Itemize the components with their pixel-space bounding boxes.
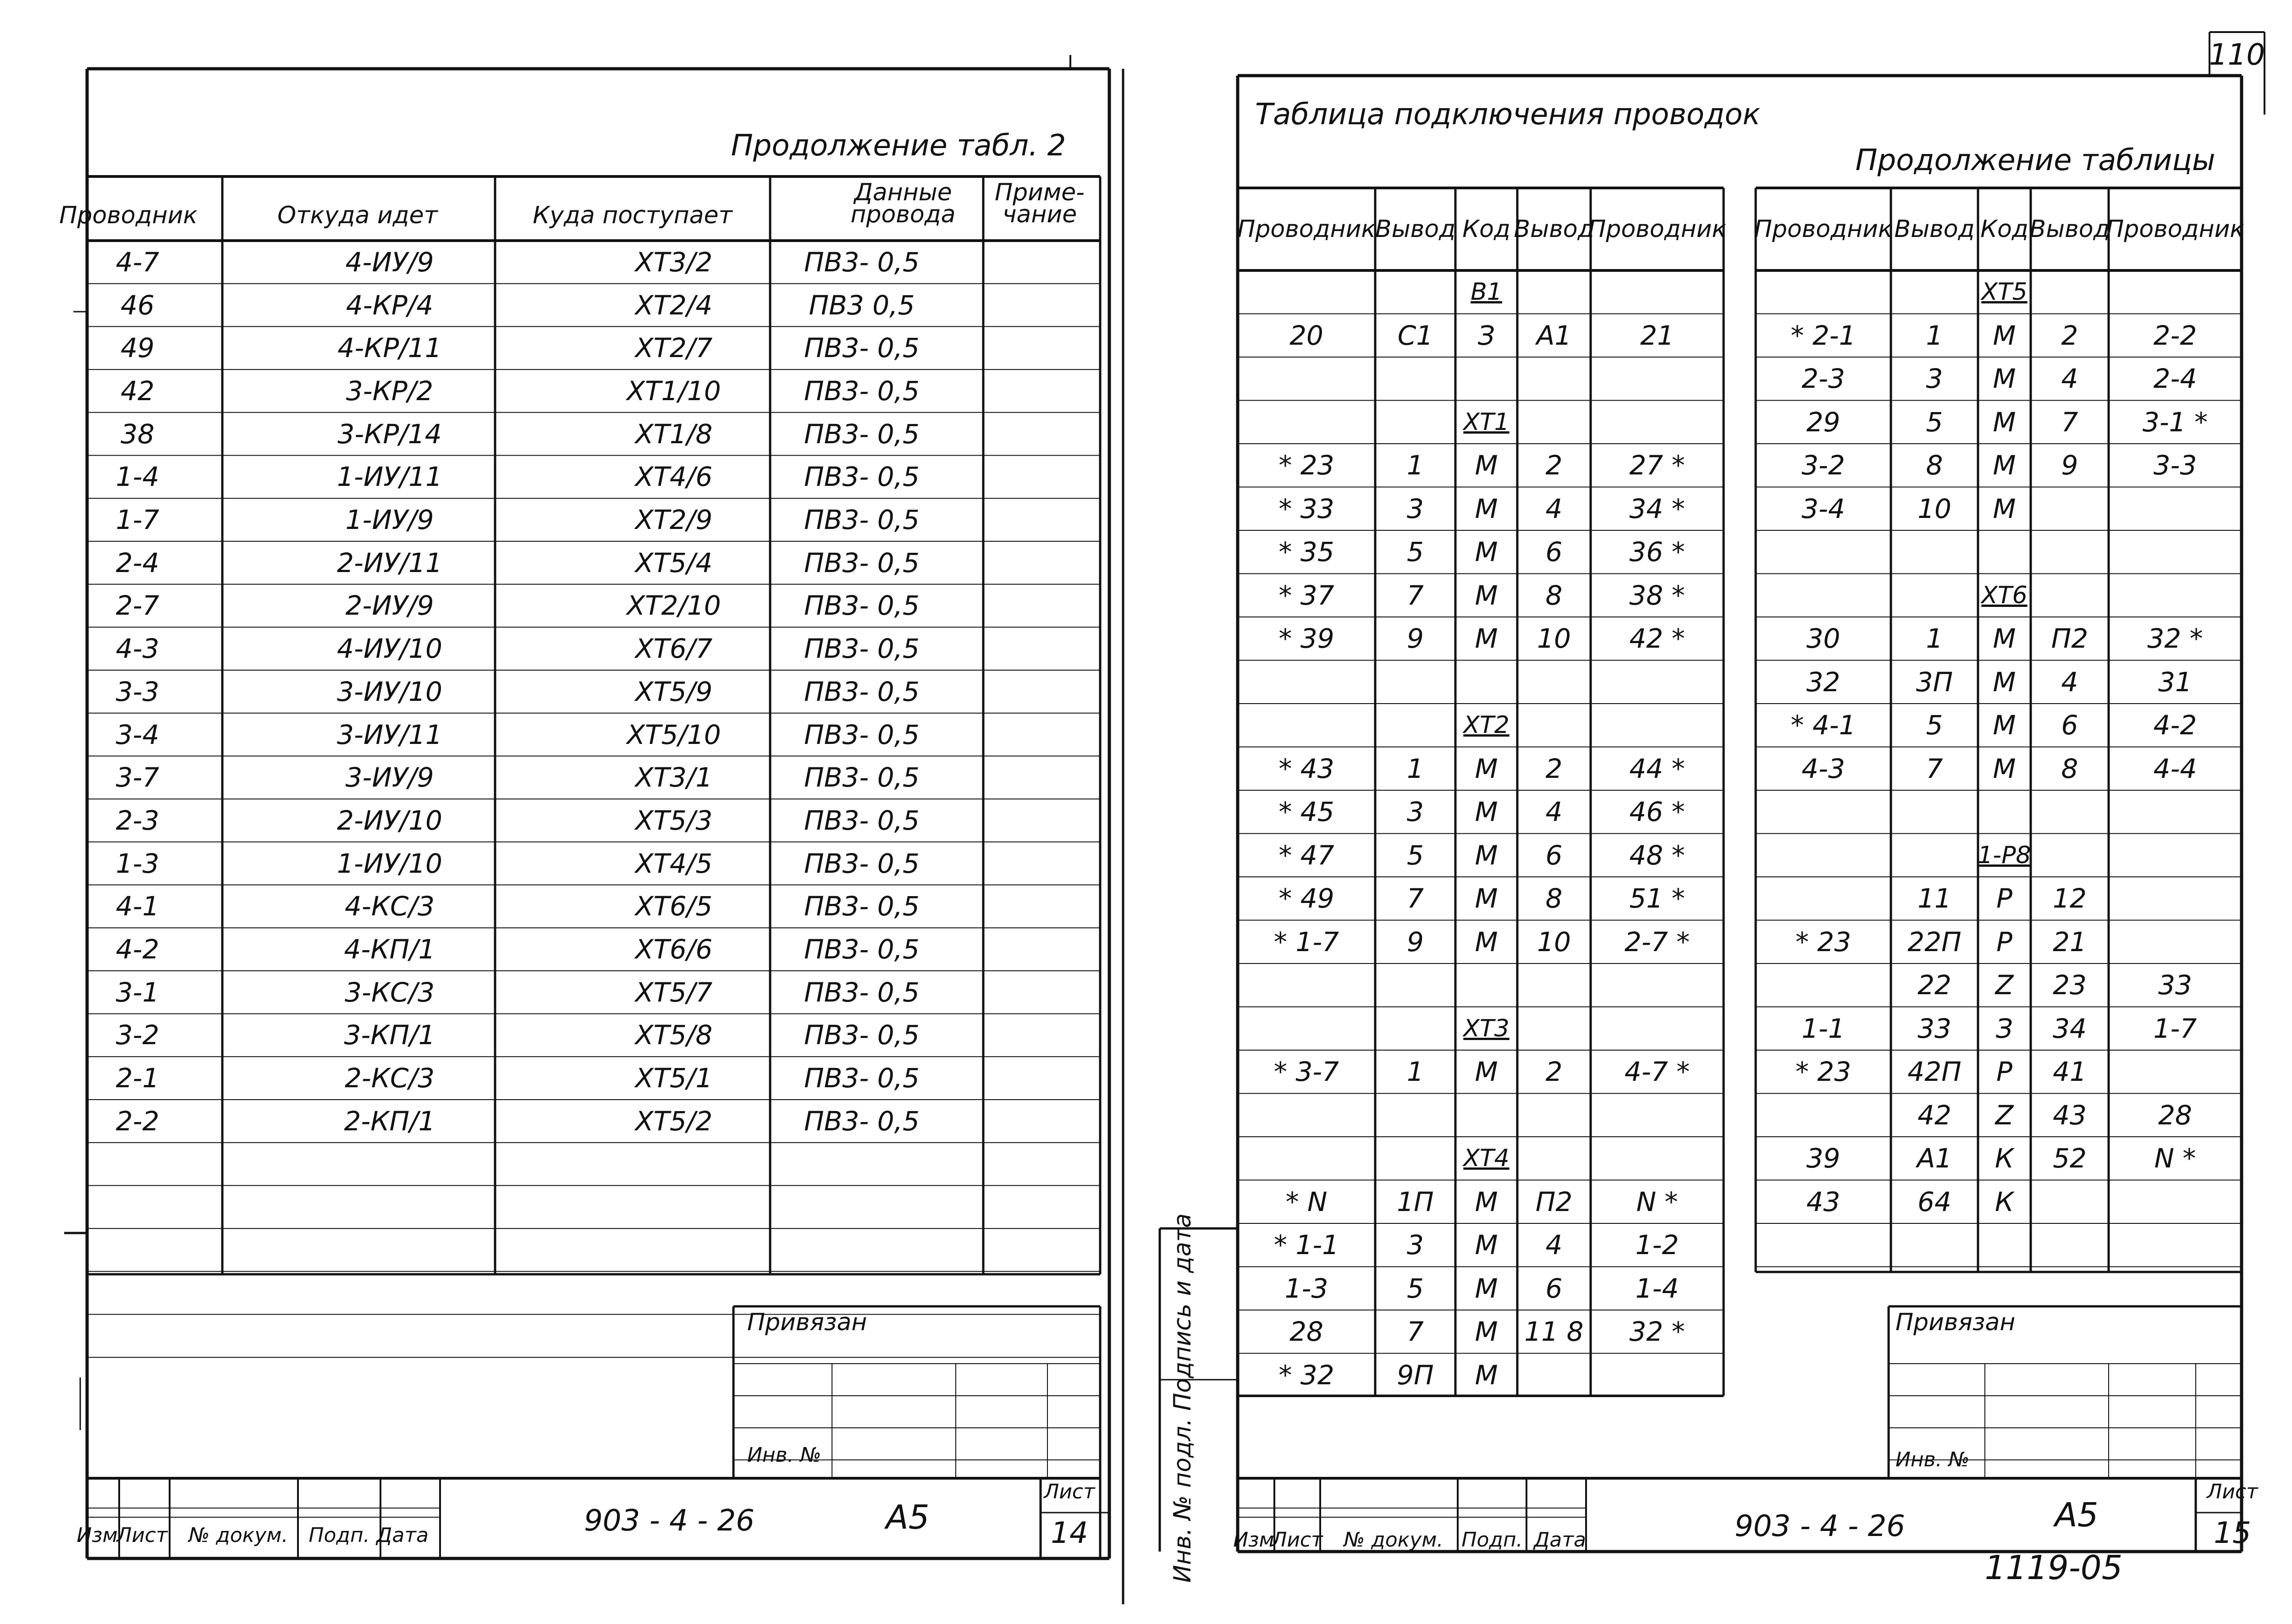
left-row-from: 3-ИУ/11 <box>337 719 442 750</box>
left-row-from: 1-ИУ/10 <box>337 848 442 879</box>
right-row-conductor-2: 2-7 * <box>1624 926 1690 958</box>
right-row-conductor-2: N * <box>1636 1186 1678 1217</box>
left-continuation-title: Продолжение табл. 2 <box>731 129 1066 163</box>
right-row-output-2: 4 <box>2061 363 2078 395</box>
left-designation: 903 - 4 - 26 <box>584 1504 755 1538</box>
right-row-conductor-2: 42 * <box>1629 623 1685 655</box>
left-row-from: 4-ИУ/9 <box>345 246 434 278</box>
left-row-from: 2-КС/3 <box>345 1062 435 1094</box>
right-row-output-1: 3 <box>1407 1229 1424 1261</box>
right-row-code: М <box>1993 450 2016 481</box>
right-row-output-1: 11 <box>1917 883 1951 914</box>
left-header-from: Откуда идет <box>277 202 438 229</box>
right-row-code: К <box>1994 1186 2014 1217</box>
left-row-to: ХТ5/3 <box>635 804 713 836</box>
left-row-from: 3-КС/3 <box>345 976 435 1008</box>
right-row-code: М <box>1475 1359 1498 1391</box>
left-row-from: 3-КР/2 <box>346 375 434 407</box>
right-row-output-2: 11 8 <box>1524 1316 1584 1348</box>
right-row-conductor-1: 3-2 <box>1802 450 1845 481</box>
right-row-conductor-2: 44 * <box>1629 753 1685 784</box>
right-header-cell: Вывод <box>2029 215 2110 243</box>
right-row-output-1: 3 <box>1926 363 1943 395</box>
right-row-output-1: С1 <box>1397 319 1433 351</box>
right-row-output-1: 1П <box>1397 1186 1434 1217</box>
left-row-conductor: 4-2 <box>116 934 160 965</box>
left-row-from: 4-ИУ/10 <box>337 633 442 665</box>
right-row-output-2: 10 <box>1537 623 1571 655</box>
right-row-conductor-1: 3-4 <box>1802 493 1845 524</box>
right-row-conductor-1: * 49 <box>1278 883 1334 914</box>
right-row-conductor-1: * 47 <box>1278 839 1334 871</box>
right-row-code: М <box>1475 883 1498 914</box>
left-row-conductor: 2-4 <box>116 547 160 578</box>
right-row-output-1: 3 <box>1407 493 1424 524</box>
right-row-output-1: 5 <box>1926 710 1943 741</box>
right-row-code: М <box>1993 623 2016 655</box>
right-row-output-1: 33 <box>1917 1013 1951 1044</box>
right-group-label: ХТ4 <box>1463 1145 1510 1173</box>
left-row-conductor: 2-2 <box>116 1105 160 1137</box>
left-header-wire-2: провода <box>850 201 956 228</box>
right-row-conductor-1: * 33 <box>1278 493 1334 524</box>
right-row-code: М <box>1475 1186 1498 1217</box>
right-row-conductor-1: * 4-1 <box>1791 710 1856 741</box>
right-header-cell: Вывод <box>1894 215 1975 243</box>
right-row-output-2: П2 <box>1535 1186 1573 1217</box>
left-row-wire: ПВ3- 0,5 <box>804 891 920 922</box>
right-row-conductor-1: 20 <box>1289 319 1323 351</box>
right-header-cell: Проводник <box>2106 215 2244 243</box>
left-row-wire: ПВ3- 0,5 <box>804 676 920 707</box>
left-row-from: 3-ИУ/9 <box>345 762 434 793</box>
left-row-from: 4-КП/1 <box>344 934 435 965</box>
left-header-note-1: Приме- <box>995 179 1085 206</box>
right-row-code: М <box>1993 666 2016 698</box>
right-col-date: Дата <box>1534 1528 1586 1552</box>
right-col-change: Изм <box>1233 1528 1274 1552</box>
right-row-conductor-2: 27 * <box>1629 450 1685 481</box>
right-header-cell: Код <box>1462 215 1510 243</box>
right-row-conductor-2: 32 * <box>1629 1316 1685 1348</box>
right-row-code: М <box>1475 1316 1498 1348</box>
right-row-conductor-2: 48 * <box>1629 839 1685 871</box>
right-row-output-1: 7 <box>1407 1316 1424 1348</box>
left-row-to: ХТ6/6 <box>635 934 713 965</box>
left-row-wire: ПВ3- 0,5 <box>804 590 920 622</box>
right-row-conductor-1: * 32 <box>1278 1359 1334 1391</box>
right-row-output-2: 10 <box>1537 926 1571 958</box>
right-sheet-number: 15 <box>2214 1516 2251 1550</box>
right-inv-label: Инв. № <box>1895 1448 1970 1471</box>
right-row-output-2: 2 <box>1545 1056 1563 1088</box>
right-row-output-1: 1 <box>1407 450 1424 481</box>
right-row-output-1: 9 <box>1407 926 1424 958</box>
right-row-code: Z <box>1995 1099 2014 1131</box>
right-row-output-2: 2 <box>1545 753 1563 784</box>
right-row-conductor-1: * 39 <box>1278 623 1334 655</box>
right-row-conductor-2: 4-4 <box>2153 753 2197 784</box>
right-row-conductor-1: * 37 <box>1278 579 1334 611</box>
right-row-conductor-1: * 43 <box>1278 753 1334 784</box>
left-row-wire: ПВ3- 0,5 <box>804 848 920 879</box>
right-row-output-1: 7 <box>1407 883 1424 914</box>
left-row-wire: ПВ3- 0,5 <box>804 762 920 793</box>
right-row-conductor-2: 51 * <box>1629 883 1685 914</box>
left-row-conductor: 49 <box>121 332 154 364</box>
right-group-label: ХТ6 <box>1981 581 2028 609</box>
right-row-output-1: 8 <box>1926 450 1943 481</box>
left-row-wire: ПВ3- 0,5 <box>804 976 920 1008</box>
right-row-code: М <box>1475 536 1498 568</box>
right-row-code: З <box>1995 1013 2013 1044</box>
left-row-from: 1-ИУ/11 <box>337 461 442 493</box>
right-row-code: М <box>1475 839 1498 871</box>
right-row-conductor-2: 31 <box>2158 666 2192 698</box>
left-row-to: ХТ5/1 <box>635 1062 713 1094</box>
right-row-output-2: 4 <box>1545 1229 1563 1261</box>
right-row-output-2: 12 <box>2053 883 2087 914</box>
right-row-output-2: 9 <box>2061 450 2078 481</box>
left-row-to: ХТ2/10 <box>627 590 721 622</box>
left-row-to: ХТ2/9 <box>635 504 713 536</box>
right-row-output-2: П2 <box>2051 623 2088 655</box>
right-row-conductor-2: 36 * <box>1629 536 1685 568</box>
right-row-output-2: 4 <box>2061 666 2078 698</box>
right-header-cell: Проводник <box>1754 215 1893 243</box>
right-row-conductor-1: 1-1 <box>1802 1013 1845 1044</box>
right-row-conductor-1: * 23 <box>1795 1056 1851 1088</box>
left-header-conductor: Проводник <box>59 202 198 229</box>
left-row-from: 4-КС/3 <box>345 891 435 922</box>
left-row-wire: ПВ3- 0,5 <box>804 719 920 750</box>
right-row-conductor-2: 1-4 <box>1635 1272 1679 1304</box>
right-row-output-1: 3П <box>1916 666 1953 698</box>
left-row-wire: ПВ3- 0,5 <box>804 246 920 278</box>
left-row-conductor: 3-3 <box>116 676 160 707</box>
right-row-output-2: 6 <box>1545 536 1563 568</box>
right-row-output-2: А1 <box>1536 319 1572 351</box>
right-row-code: М <box>1475 579 1498 611</box>
right-row-code: З <box>1477 319 1495 351</box>
right-row-output-2: 4 <box>1545 493 1563 524</box>
right-row-conductor-1: * 35 <box>1278 536 1334 568</box>
right-row-conductor-1: 30 <box>1806 623 1840 655</box>
right-row-conductor-1: 28 <box>1289 1316 1323 1348</box>
right-row-conductor-1: * 45 <box>1278 796 1334 828</box>
left-row-to: ХТ5/4 <box>635 547 713 578</box>
left-row-to: ХТ2/4 <box>635 289 713 321</box>
left-row-conductor: 2-1 <box>116 1062 160 1094</box>
right-row-code: М <box>1475 1056 1498 1088</box>
right-row-conductor-1: * N <box>1285 1186 1328 1217</box>
right-row-output-2: 52 <box>2053 1143 2087 1174</box>
left-row-from: 3-КП/1 <box>344 1019 435 1051</box>
right-row-output-1: 42П <box>1907 1056 1961 1088</box>
right-row-output-1: 64 <box>1917 1186 1951 1217</box>
right-row-conductor-2: 38 * <box>1629 579 1685 611</box>
left-row-to: ХТ5/2 <box>635 1105 713 1137</box>
left-row-to: ХТ5/9 <box>635 676 713 707</box>
right-row-output-1: 7 <box>1407 579 1424 611</box>
left-row-to: ХТ5/7 <box>635 976 713 1008</box>
left-row-conductor: 4-1 <box>116 891 160 922</box>
right-header-cell: Проводник <box>1588 215 1726 243</box>
right-row-output-2: 23 <box>2053 969 2087 1001</box>
right-row-output-1: 42 <box>1917 1099 1951 1131</box>
left-row-wire: ПВ3- 0,5 <box>804 332 920 364</box>
right-row-conductor-1: * 2-1 <box>1791 319 1856 351</box>
right-header-cell: Код <box>1980 215 2028 243</box>
archive-stamp-number: 1119-05 <box>1984 1548 2123 1587</box>
left-row-wire: ПВ3- 0,5 <box>804 504 920 536</box>
right-header-cell: Вывод <box>1514 215 1594 243</box>
corner-sheet-number: 110 <box>2209 38 2265 72</box>
right-group-label: ХТ3 <box>1463 1014 1510 1042</box>
right-row-output-2: 8 <box>1545 883 1563 914</box>
right-row-conductor-1: 32 <box>1806 666 1840 698</box>
left-row-conductor: 1-7 <box>116 504 160 536</box>
left-row-to: ХТ3/1 <box>635 762 713 793</box>
right-row-code: М <box>1475 1229 1498 1261</box>
left-row-wire: ПВ3- 0,5 <box>804 547 920 578</box>
right-row-conductor-2: 32 * <box>2147 623 2203 655</box>
right-col-sheet: Лист <box>1272 1528 1323 1552</box>
left-row-to: ХТ6/5 <box>635 891 713 922</box>
left-row-conductor: 3-4 <box>116 719 160 750</box>
right-row-output-1: 9 <box>1407 623 1424 655</box>
right-row-code: М <box>1475 753 1498 784</box>
left-header-wire-1: Данные <box>854 179 952 206</box>
left-row-wire: ПВ3- 0,5 <box>804 1105 920 1137</box>
left-row-to: ХТ6/7 <box>635 633 713 665</box>
right-row-code: М <box>1475 450 1498 481</box>
right-row-code: М <box>1993 363 2016 395</box>
left-row-conductor: 4-3 <box>116 633 160 665</box>
right-bound-label: Привязан <box>1895 1309 2016 1336</box>
right-row-conductor-1: 4-3 <box>1802 753 1845 784</box>
right-group-label: 1-Р8 <box>1978 841 2031 869</box>
right-row-output-1: 1 <box>1407 1056 1424 1088</box>
left-row-conductor: 38 <box>121 418 154 450</box>
right-row-conductor-2: 33 <box>2158 969 2192 1001</box>
left-row-wire: ПВ3- 0,5 <box>804 418 920 450</box>
right-row-code: Z <box>1995 969 2014 1001</box>
right-row-output-2: 21 <box>2053 926 2087 958</box>
right-col-doc: № докум. <box>1344 1528 1444 1552</box>
left-row-from: 4-КР/4 <box>346 289 434 321</box>
left-row-conductor: 46 <box>121 289 154 321</box>
right-row-code: М <box>1475 1272 1498 1304</box>
right-row-output-1: 1 <box>1926 623 1943 655</box>
right-group-label: ХТ2 <box>1463 711 1510 739</box>
left-row-conductor: 3-2 <box>116 1019 160 1051</box>
right-code: А5 <box>2055 1496 2099 1534</box>
right-row-conductor-1: * 1-1 <box>1273 1229 1339 1261</box>
right-group-label: ХТ1 <box>1463 408 1510 436</box>
right-row-output-2: 7 <box>2061 406 2078 438</box>
left-sheet-label: Лист <box>1044 1480 1095 1503</box>
right-row-code: М <box>1475 926 1498 958</box>
left-row-to: ХТ2/7 <box>635 332 713 364</box>
right-row-conductor-2: 21 <box>1640 319 1674 351</box>
left-bound-label: Привязан <box>747 1309 867 1336</box>
right-row-code: М <box>1993 753 2016 784</box>
right-row-output-2: 41 <box>2053 1056 2087 1088</box>
right-row-conductor-1: * 23 <box>1278 450 1334 481</box>
left-row-conductor: 2-7 <box>116 590 160 622</box>
left-col-sign: Подп. <box>309 1524 370 1547</box>
right-row-conductor-1: 29 <box>1806 406 1840 438</box>
right-row-code: М <box>1993 710 2016 741</box>
left-code: А5 <box>886 1498 930 1536</box>
right-row-output-2: 6 <box>1545 839 1563 871</box>
right-row-conductor-1: * 1-7 <box>1273 926 1339 958</box>
right-row-conductor-2: 3-1 * <box>2142 406 2208 438</box>
left-row-conductor: 3-7 <box>116 762 160 793</box>
left-row-to: ХТ4/6 <box>635 461 713 493</box>
right-row-code: Р <box>1996 1056 2012 1088</box>
left-row-conductor: 1-4 <box>116 461 160 493</box>
right-row-conductor-1: 43 <box>1806 1186 1840 1217</box>
right-row-code: М <box>1993 406 2016 438</box>
right-row-conductor-2: 3-3 <box>2153 450 2197 481</box>
right-row-code: М <box>1993 319 2016 351</box>
left-row-wire: ПВ3- 0,5 <box>804 375 920 407</box>
right-row-output-1: 7 <box>1926 753 1943 784</box>
right-row-code: Р <box>1996 883 2012 914</box>
right-row-output-1: 1 <box>1407 753 1424 784</box>
right-row-conductor-1: * 23 <box>1795 926 1851 958</box>
right-row-conductor-2: 28 <box>2158 1099 2192 1131</box>
left-row-to: ХТ1/8 <box>635 418 713 450</box>
left-col-doc: № докум. <box>188 1524 288 1547</box>
left-row-from: 2-КП/1 <box>344 1105 435 1137</box>
right-row-output-1: 10 <box>1917 493 1951 524</box>
right-row-conductor-2: 34 * <box>1629 493 1685 524</box>
right-sheet-label: Лист <box>2207 1480 2258 1503</box>
left-row-to: ХТ4/5 <box>635 848 713 879</box>
right-row-conductor-2: 1-2 <box>1635 1229 1679 1261</box>
left-header-note-2: чание <box>1002 201 1077 228</box>
right-row-output-1: А1 <box>1917 1143 1952 1174</box>
right-row-conductor-2: 2-2 <box>2153 319 2197 351</box>
left-col-change: Изм <box>77 1524 118 1547</box>
right-header-cell: Вывод <box>1375 215 1456 243</box>
right-row-conductor-2: 4-2 <box>2153 710 2197 741</box>
right-header-cell: Проводник <box>1237 215 1376 243</box>
left-row-to: ХТ5/8 <box>635 1019 713 1051</box>
right-row-conductor-1: 39 <box>1806 1143 1840 1174</box>
right-row-output-2: 8 <box>1545 579 1563 611</box>
right-row-conductor-1: 1-3 <box>1284 1272 1328 1304</box>
right-row-output-1: 3 <box>1407 796 1424 828</box>
left-col-date: Дата <box>376 1524 429 1547</box>
left-row-to: ХТ3/2 <box>635 246 713 278</box>
left-row-from: 3-ИУ/10 <box>337 676 442 707</box>
left-inv-label: Инв. № <box>747 1443 821 1467</box>
right-group-label: В1 <box>1471 278 1502 306</box>
right-row-conductor-1: 2-3 <box>1802 363 1845 395</box>
right-row-output-1: 5 <box>1926 406 1943 438</box>
left-row-wire: ПВ3- 0,5 <box>804 934 920 965</box>
left-row-from: 1-ИУ/9 <box>345 504 434 536</box>
right-row-output-1: 22 <box>1917 969 1951 1001</box>
right-row-conductor-2: 1-7 <box>2153 1013 2197 1044</box>
right-row-code: Р <box>1996 926 2012 958</box>
right-group-label: ХТ5 <box>1981 278 2028 306</box>
left-row-wire: ПВ3- 0,5 <box>804 1019 920 1051</box>
right-side-stamp: Инв. № подл. Подпись и дата <box>1169 1213 1196 1583</box>
right-row-output-2: 2 <box>2061 319 2078 351</box>
left-row-from: 2-ИУ/11 <box>337 547 442 578</box>
left-sheet-number: 14 <box>1051 1516 1088 1550</box>
left-row-from: 2-ИУ/10 <box>337 804 442 836</box>
right-row-conductor-1: * 3-7 <box>1273 1056 1339 1088</box>
left-header-to: Куда поступает <box>533 202 733 229</box>
left-row-from: 3-КР/14 <box>337 418 442 450</box>
right-row-conductor-2: 2-4 <box>2153 363 2197 395</box>
left-row-wire: ПВ3 0,5 <box>809 289 915 321</box>
left-row-wire: ПВ3- 0,5 <box>804 633 920 665</box>
left-row-conductor: 42 <box>121 375 154 407</box>
left-col-sheet: Лист <box>116 1524 168 1547</box>
right-row-output-2: 6 <box>2061 710 2078 741</box>
right-row-code: К <box>1994 1143 2014 1174</box>
left-row-wire: ПВ3- 0,5 <box>804 1062 920 1094</box>
right-row-output-2: 34 <box>2053 1013 2087 1044</box>
left-row-wire: ПВ3- 0,5 <box>804 461 920 493</box>
right-table-title: Таблица подключения проводок <box>1255 98 1761 132</box>
right-row-output-2: 4 <box>1545 796 1563 828</box>
right-row-output-2: 2 <box>1545 450 1563 481</box>
right-row-code: М <box>1993 493 2016 524</box>
right-row-output-1: 5 <box>1407 1272 1424 1304</box>
right-row-output-2: 43 <box>2053 1099 2087 1131</box>
right-row-code: М <box>1475 493 1498 524</box>
right-row-conductor-2: 4-7 * <box>1624 1056 1690 1088</box>
left-row-to: ХТ1/10 <box>627 375 721 407</box>
left-row-conductor: 3-1 <box>116 976 160 1008</box>
right-designation: 903 - 4 - 26 <box>1735 1509 1905 1543</box>
right-row-code: М <box>1475 796 1498 828</box>
right-row-output-1: 5 <box>1407 536 1424 568</box>
left-row-to: ХТ5/10 <box>627 719 721 750</box>
right-row-code: М <box>1475 623 1498 655</box>
right-row-output-1: 9П <box>1397 1359 1434 1391</box>
left-row-wire: ПВ3- 0,5 <box>804 804 920 836</box>
right-row-output-2: 8 <box>2061 753 2078 784</box>
right-row-conductor-2: 46 * <box>1629 796 1685 828</box>
right-row-output-1: 5 <box>1407 839 1424 871</box>
left-row-from: 4-КР/11 <box>337 332 442 364</box>
right-row-conductor-2: N * <box>2154 1143 2196 1174</box>
right-row-output-2: 6 <box>1545 1272 1563 1304</box>
right-row-output-1: 1 <box>1926 319 1943 351</box>
left-row-conductor: 2-3 <box>116 804 160 836</box>
left-row-conductor: 4-7 <box>116 246 160 278</box>
left-row-from: 2-ИУ/9 <box>345 590 434 622</box>
right-continuation: Продолжение таблицы <box>1855 143 2215 177</box>
left-row-conductor: 1-3 <box>116 848 160 879</box>
right-row-output-1: 22П <box>1907 926 1961 958</box>
right-col-sign: Подп. <box>1461 1528 1523 1552</box>
